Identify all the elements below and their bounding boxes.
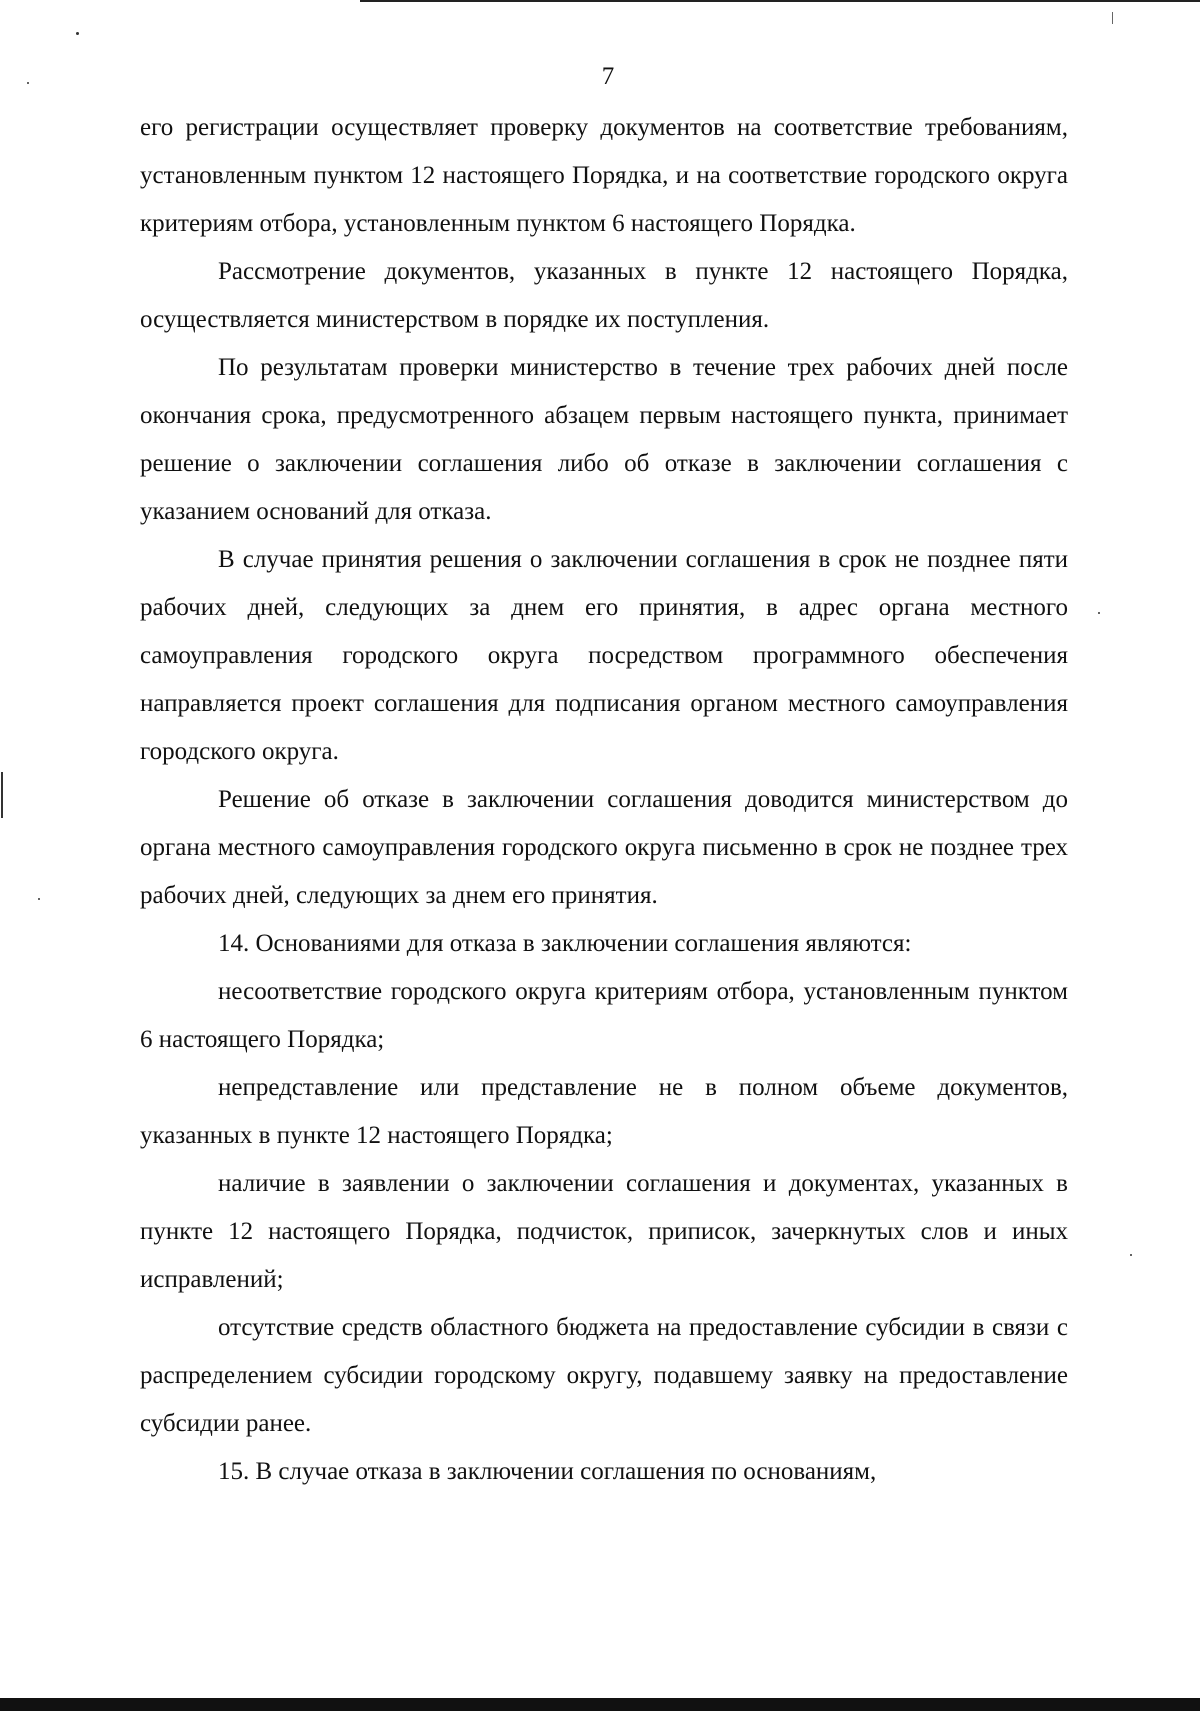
paragraph: По результатам проверки министерство в течение трех рабочих дней после окончания срока, предусмотренного абзацем первым настоящего пункта, принимает решение о заключении соглашения либо об отказе в заключении соглашения с указанием оснований для отказа. — [140, 354, 1068, 525]
paragraph: Решение об отказе в заключении соглашения доводится министерством до органа местного самоуправления городского округа письменно в срок не позднее трех рабочих дней, следующих за днем его принятия. — [140, 786, 1068, 909]
scan-mark — [1, 772, 3, 818]
scan-mark — [1112, 12, 1113, 24]
paragraph: В случае принятия решения о заключении соглашения в срок не позднее пяти рабочих дней, следующих за днем его принятия, в адрес органа местного самоуправления городского округа посредством программного обеспечения направляется проект соглашения для подписания органом местного самоуправления городского округа. — [140, 546, 1068, 765]
scan-speck — [38, 898, 40, 900]
paragraph: Рассмотрение документов, указанных в пункте 12 настоящего Порядка, осуществляется министерством в порядке их поступления. — [140, 258, 1068, 333]
paragraph: 15. В случае отказа в заключении соглашения по основаниям, — [218, 1458, 877, 1485]
paragraph: отсутствие средств областного бюджета на предоставление субсидии в связи с распределением субсидии городскому округу, подавшему заявку на предоставление субсидии ранее. — [140, 1314, 1068, 1437]
document-body — [140, 104, 1068, 1496]
scan-top-edge — [360, 0, 1200, 2]
paragraph: 14. Основаниями для отказа в заключении соглашения являются: — [218, 930, 912, 957]
scan-speck — [76, 32, 79, 35]
scan-speck — [1130, 1254, 1132, 1256]
page-number: 7 — [601, 63, 615, 90]
paragraph: непредставление или представление не в полном объеме документов, указанных в пункте 12 настоящего Порядка; — [140, 1074, 1068, 1149]
paragraph: несоответствие городского округа критериям отбора, установленным пунктом 6 настоящего Порядка; — [140, 978, 1068, 1053]
scan-speck — [1098, 612, 1100, 614]
paragraph: его регистрации осуществляет проверку документов на соответствие требованиям, установленным пунктом 12 настоящего Порядка, и на соответствие городского округа критериям отбора, установленным пунктом 6 настоящего Порядка. — [140, 114, 1068, 237]
paragraph: наличие в заявлении о заключении соглашения и документах, указанных в пункте 12 настоящего Порядка, подчисток, приписок, зачеркнутых слов и иных исправлений; — [140, 1170, 1068, 1293]
scan-bottom-edge — [0, 1698, 1200, 1711]
